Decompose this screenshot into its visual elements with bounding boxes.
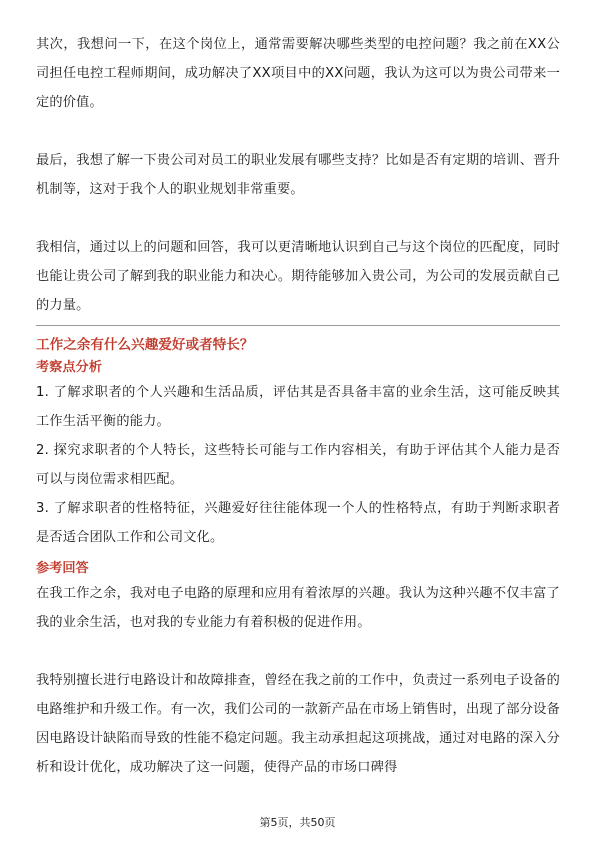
analysis-heading: 考察点分析	[36, 360, 102, 375]
reference-paragraph-2: 我特别擅长进行电路设计和故障排查，曾经在我之前的工作中，负责过一系列电子设备的电路维护和升级工作。有一次，我们公司的一款新产品在市场上销售时，出现了部分设备因电路设计缺陷而导致的性能不稳定问题。我主动承担起这项挑战，通过对电路的深入分析和设计优化，成功解决了这一问题，使得产品的市场口碑得	[36, 673, 560, 775]
analysis-item-1: 1. 了解求职者的个人兴趣和生活品质，评估其是否具备丰富的业余生活，这可能反映其工作生活平衡的能力。	[36, 385, 560, 429]
reference-heading: 参考回答	[36, 561, 89, 576]
page-content	[36, 30, 560, 782]
interview-question: 工作之余有什么兴趣爱好或者特长？	[36, 337, 254, 353]
analysis-item-2: 2. 探究求职者的个人特长，这些特长可能与工作内容相关，有助于评估其个人能力是否可以与岗位需求相匹配。	[36, 443, 560, 487]
paragraph-gap	[36, 117, 560, 146]
analysis-item-3: 3. 了解求职者的性格特征，兴趣爱好往往能体现一个人的性格特点，有助于判断求职者是否适合团队工作和公司文化。	[36, 501, 560, 545]
section-divider	[36, 325, 560, 326]
reference-paragraph-1: 在我工作之余，我对电子电路的原理和应用有着浓厚的兴趣。我认为这种兴趣不仅丰富了我的业余生活，也对我的专业能力有着积极的促进作用。	[36, 586, 560, 630]
paragraph-closing: 我相信，通过以上的问题和回答，我可以更清晰地认识到自己与这个岗位的匹配度，同时也能让贵公司了解到我的职业能力和决心。期待能够加入贵公司，为公司的发展贡献自己的力量。	[36, 240, 560, 313]
paragraph-questions-second: 其次，我想问一下，在这个岗位上，通常需要解决哪些类型的电控问题？我之前在XX公司担任电控工程师期间，成功解决了XX项目中的XX问题，我认为这可以为贵公司带来一定的价值。	[36, 37, 560, 110]
paragraph-gap	[36, 637, 560, 666]
page-number: 第5页，共50页	[259, 816, 336, 829]
paragraph-gap	[36, 204, 560, 233]
paragraph-questions-last: 最后，我想了解一下贵公司对员工的职业发展有哪些支持？比如是否有定期的培训、晋升机制等，这对于我个人的职业规划非常重要。	[36, 153, 560, 197]
